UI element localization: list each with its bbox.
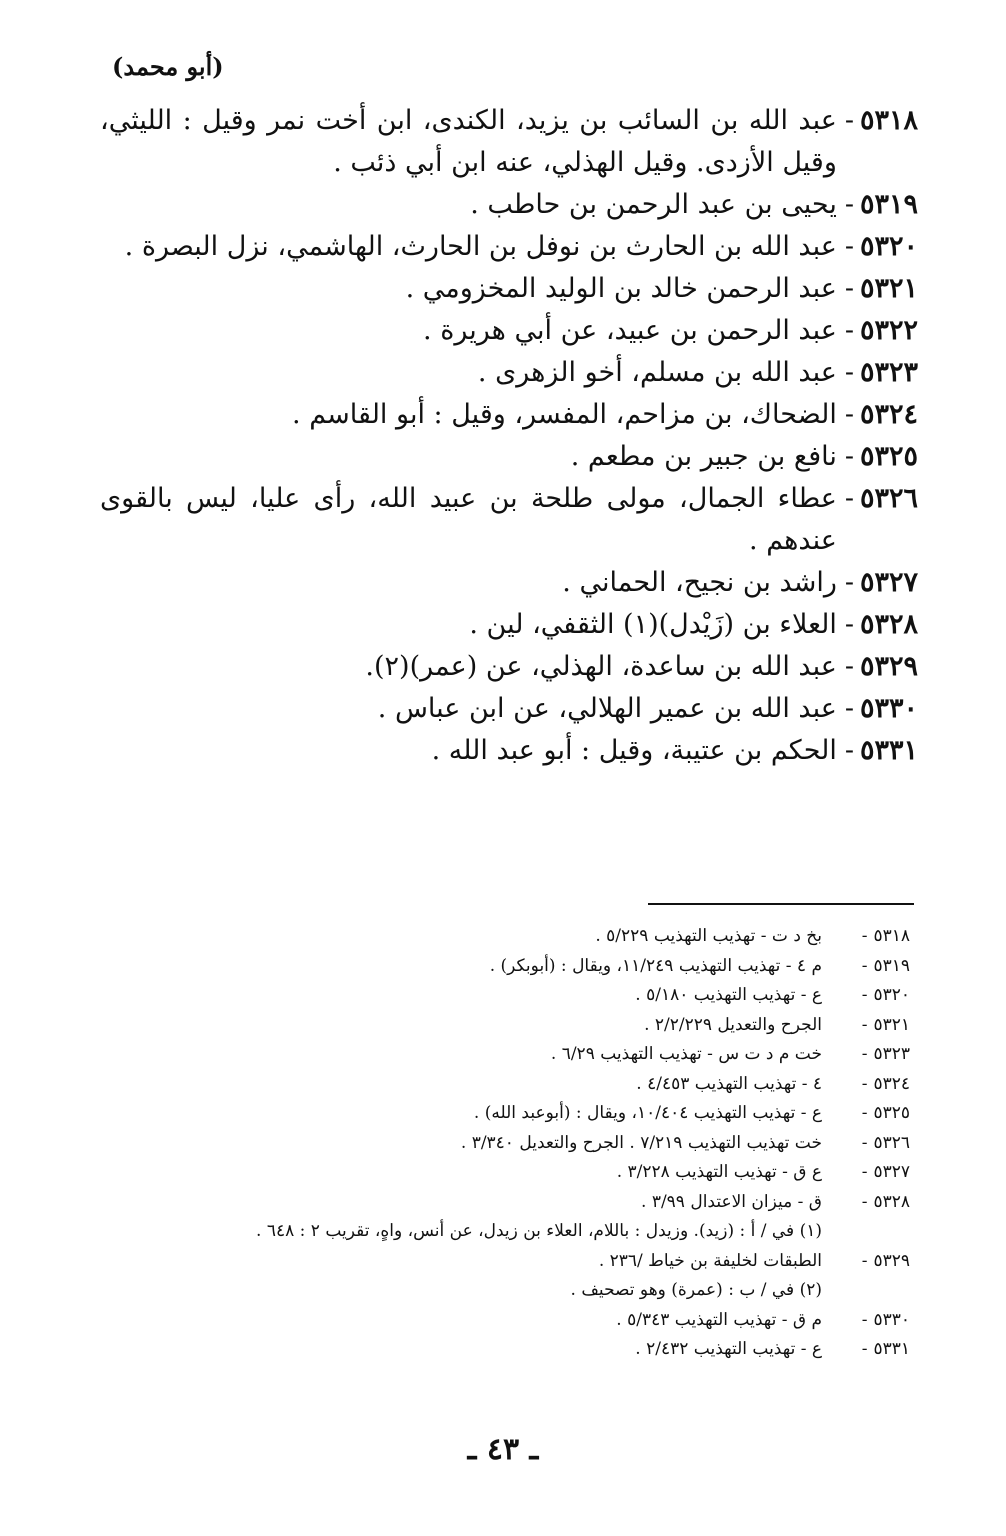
entry-text: يحيى بن عبد الرحمن بن حاطب . [470, 189, 837, 220]
entry-number: ٥٣٢٠ [859, 231, 918, 262]
footnote-text: الطبقات لخليفة بن خياط /٢٣٦ . [598, 1250, 822, 1271]
footnote-number [822, 1129, 910, 1159]
footnote-dash: - [861, 1339, 868, 1359]
footnote-dash: - [861, 1044, 868, 1064]
entry-row [100, 730, 918, 772]
entry-text: الضحاك، بن مزاحم، المفسر، وقيل : أبو القاسم . [292, 399, 837, 430]
entry-dash: - [844, 399, 854, 430]
entry-dash: - [844, 735, 854, 766]
entry-dash: - [844, 105, 854, 136]
footnote-number [822, 1099, 910, 1129]
entry-number-wrap [837, 184, 918, 226]
footnote-number-value: ٥٣٢٦ [873, 1132, 910, 1153]
entry-number: ٥٣٢٤ [859, 399, 918, 430]
footnote-number [822, 1188, 910, 1218]
footnote-text: بخ د ت - تهذيب التهذيب ٥/٢٢٩ . [595, 926, 822, 946]
footnote-row [160, 1129, 910, 1159]
entry-number: ٥٣٢٧ [859, 567, 918, 598]
entry-dash: - [844, 567, 854, 598]
footnote-dash: - [861, 1014, 868, 1035]
entry-number-wrap [837, 352, 918, 394]
entry-text: عبد الله بن عمير الهلالي، عن ابن عباس . [377, 693, 837, 724]
footnote-number-value: ٥٣٢٨ [873, 1191, 910, 1212]
entry-text: عبد الله بن مسلم، أخو الزهرى . [477, 357, 837, 388]
entry-number-wrap [837, 268, 918, 310]
footnote-dash: - [861, 1250, 868, 1271]
footnote-text: الجرح والتعديل ٢/٢/٢٢٩ . [644, 1014, 822, 1035]
entry-number: ٥٣٢٩ [859, 651, 918, 682]
footnote-number [822, 1070, 910, 1100]
footnote-dash: - [861, 1309, 868, 1330]
entry-text: راشد بن نجيح، الحماني . [562, 567, 837, 598]
entry-dash: - [844, 483, 854, 514]
entry-text: عبد الله بن ساعدة، الهذلي، عن (عمر)(٢). [365, 651, 837, 682]
entry-row [100, 100, 918, 184]
footnote-number [822, 1011, 910, 1041]
footnote-text: م ق - تهذيب التهذيب ٥/٣٤٣ . [616, 1309, 822, 1330]
footnote-number-value: ٥٣٢١ [873, 1014, 910, 1035]
entry-number-wrap [837, 478, 918, 520]
page-number: ـ ٤٣ ـ [467, 1432, 539, 1467]
footnote-remark [160, 1217, 910, 1247]
entry-dash: - [844, 315, 854, 346]
footnote-number-value: ٥٣٢٤ [873, 1073, 910, 1094]
footnote-number-value: ٥٣١٩ [873, 955, 910, 976]
footnote-text: ٤ - تهذيب التهذيب ٤/٤٥٣ . [636, 1073, 822, 1094]
entry-number-wrap [837, 394, 918, 436]
footnote-text: (١) في / أ : (زيد). وزيدل : باللام، العلاء بن زيدل، عن أنس، واهٍ، تقريب ٢ : ٦٤٨ . [256, 1221, 822, 1241]
entry-number-wrap [837, 646, 918, 688]
footnote-dash: - [861, 1073, 868, 1094]
footnote-dash: - [861, 985, 868, 1005]
footnote-number-value: ٥٣٣١ [873, 1339, 910, 1359]
entry-row [100, 688, 918, 730]
footnote-number [822, 952, 910, 982]
entry-text: عبد الرحمن بن عبيد، عن أبي هريرة . [423, 315, 837, 346]
footnote-number [822, 1335, 910, 1365]
footnote-row [160, 1099, 910, 1129]
footnote-dash: - [861, 955, 868, 976]
entry-number: ٥٣٢٢ [859, 315, 918, 346]
footnote-row [160, 981, 910, 1011]
entry-text: عبد الله بن الحارث بن نوفل بن الحارث، الهاشمي، نزل البصرة . [124, 231, 837, 262]
entry-text: نافع بن جبير بن مطعم . [570, 441, 837, 472]
entry-number-wrap [837, 310, 918, 352]
footnote-text: ع - تهذيب التهذيب ٥/١٨٠ . [635, 985, 822, 1005]
footnote-number-value: ٥٣٣٠ [873, 1309, 910, 1330]
entry-dash: - [844, 609, 854, 640]
entry-row [100, 184, 918, 226]
footnote-number-value: ٥٣٢٥ [873, 1103, 910, 1123]
entry-row [100, 562, 918, 604]
entry-number: ٥٣١٩ [859, 189, 918, 220]
entry-number-wrap [837, 226, 918, 268]
footnote-row [160, 1306, 910, 1336]
entry-number-wrap [837, 100, 918, 142]
entry-dash: - [844, 357, 854, 388]
footnote-number [822, 1040, 910, 1070]
entry-number: ٥٣٣٠ [859, 693, 918, 724]
footnote-dash: - [861, 926, 868, 946]
entry-row [100, 226, 918, 268]
entry-number: ٥٣٢٣ [859, 357, 918, 388]
footnote-dash: - [861, 1162, 868, 1182]
entry-dash: - [844, 273, 854, 304]
entry-number-wrap [837, 436, 918, 478]
footnote-text: ع ق - تهذيب التهذيب ٣/٢٢٨ . [616, 1162, 822, 1182]
entry-row [100, 478, 918, 562]
footnote-text: م ٤ - تهذيب التهذيب ١١/٢٤٩، ويقال : (أبوبكر) . [489, 955, 822, 976]
footnote-dash: - [861, 1132, 868, 1153]
footnote-number [822, 1306, 910, 1336]
entry-dash: - [844, 441, 854, 472]
entry-number: ٥٣٢١ [859, 273, 918, 304]
footnote-dash: - [861, 1191, 868, 1212]
footnote-dash: - [861, 1103, 868, 1123]
footnote-row [160, 1247, 910, 1277]
entry-row [100, 646, 918, 688]
footnote-text: ع - تهذيب التهذيب ١٠/٤٠٤، ويقال : (أبوعبد الله) . [473, 1103, 822, 1123]
footnote-row [160, 922, 910, 952]
footnote-number-value: ٥٣١٨ [873, 926, 910, 946]
entry-number: ٥٣٢٨ [859, 609, 918, 640]
entry-number: ٥٣٣١ [859, 735, 918, 766]
footnote-row [160, 1188, 910, 1218]
entry-number: ٥٣٢٦ [859, 483, 918, 514]
entry-text: عبد الله بن السائب بن يزيد، الكندى، ابن أخت نمر وقيل : الليثي، وقيل الأزدى. وقيل الهذلي، عنه ابن أبي ذئب . [100, 105, 837, 178]
entry-row [100, 436, 918, 478]
entry-dash: - [844, 693, 854, 724]
footnote-row [160, 1040, 910, 1070]
footnote-row [160, 952, 910, 982]
footnote-number-value: ٥٣٢٩ [873, 1250, 910, 1271]
footnote-text: ع - تهذيب التهذيب ٢/٤٣٢ . [635, 1339, 822, 1359]
footnote-text: ق - ميزان الاعتدال ٣/٩٩ . [641, 1191, 822, 1212]
entry-dash: - [844, 231, 854, 262]
footnote-remark [160, 1276, 910, 1306]
footnotes-list [160, 922, 910, 1365]
entry-row [100, 352, 918, 394]
entry-number: ٥٣٢٥ [859, 441, 918, 472]
entry-text: عطاء الجمال، مولى طلحة بن عبيد الله، رأى عليا، ليس بالقوى عندهم . [100, 483, 837, 556]
entry-number-wrap [837, 604, 918, 646]
entry-text: العلاء بن (زَيْدل)(١) الثقفي، لين . [469, 609, 837, 640]
footnote-number-value: ٥٣٢٠ [873, 985, 910, 1005]
entry-number-wrap [837, 562, 918, 604]
entry-dash: - [844, 189, 854, 220]
footnote-number [822, 922, 910, 952]
entry-number: ٥٣١٨ [859, 105, 918, 136]
footnote-row [160, 1070, 910, 1100]
running-header: (أبو محمد) [112, 52, 224, 81]
footnote-row [160, 1335, 910, 1365]
entry-number-wrap [837, 688, 918, 730]
entry-dash: - [844, 651, 854, 682]
footnote-number [822, 1247, 910, 1277]
entry-number-wrap [837, 730, 918, 772]
footnote-number-value: ٥٣٢٣ [873, 1044, 910, 1064]
footnote-row [160, 1011, 910, 1041]
footnote-text: (٢) في / ب : (عمرة) وهو تصحيف . [570, 1280, 822, 1300]
entry-row [100, 394, 918, 436]
footnote-row [160, 1158, 910, 1188]
entry-row [100, 310, 918, 352]
footnote-text: خت م د ت س - تهذيب التهذيب ٦/٢٩ . [550, 1044, 822, 1064]
entry-row [100, 268, 918, 310]
entries-list [100, 100, 918, 772]
footnote-separator [648, 903, 914, 905]
footnote-number [822, 1158, 910, 1188]
footnote-number [822, 981, 910, 1011]
entry-row [100, 604, 918, 646]
entry-text: عبد الرحمن خالد بن الوليد المخزومي . [405, 273, 837, 304]
footnote-text: خت تهذيب التهذيب ٧/٢١٩ . الجرح والتعديل ٣/٣٤٠ . [460, 1132, 822, 1153]
footnote-number-value: ٥٣٢٧ [873, 1162, 910, 1182]
entry-text: الحكم بن عتيبة، وقيل : أبو عبد الله . [431, 735, 837, 766]
